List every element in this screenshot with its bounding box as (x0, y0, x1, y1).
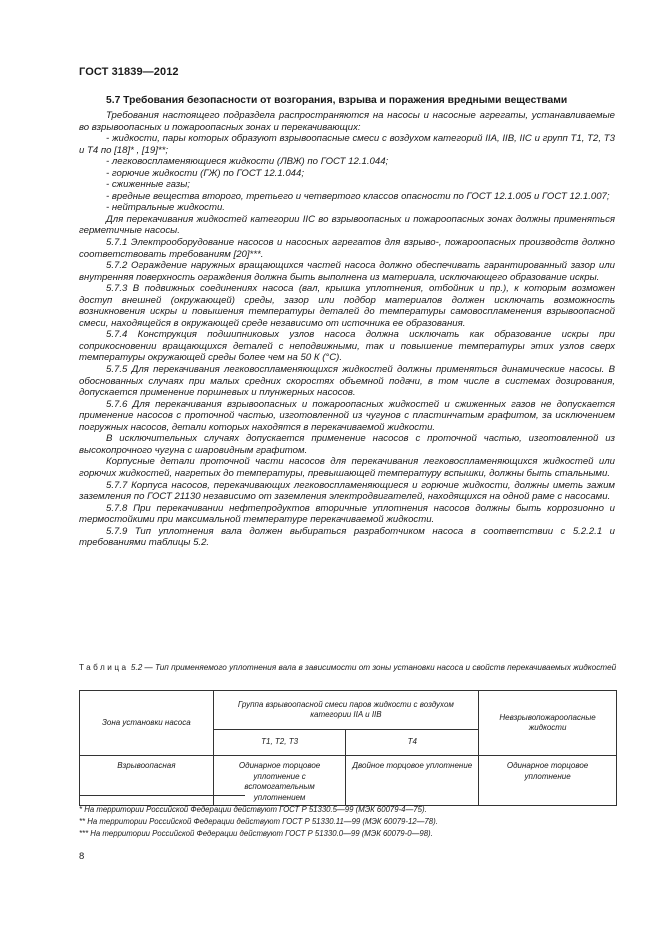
paragraph: В исключительных случаях допускается применение насосов с проточной частью, изготовленной из высокопрочного чугуна с шаровидным графитом. (79, 433, 615, 456)
list-item: - нейтральные жидкости. (106, 202, 225, 214)
footnote: *** На территории Российской Федерации действуют ГОСТ Р 51330.0—99 (МЭК 60079-0—98). (79, 828, 433, 838)
footnote: * На территории Российской Федерации действуют ГОСТ Р 51330.5—99 (МЭК 60079-4—75). (79, 805, 427, 814)
footnote-divider (79, 795, 245, 796)
paragraph: Для перекачивания жидкостей категории IIC во взрывоопасных и пожароопасных зонах должны применяться герметичные насосы. (79, 213, 615, 237)
section-title: 5.7 Требования безопасности от возгорания, взрыва и поражения вредными веществами (106, 95, 568, 106)
list-item: - сжиженные газы; (106, 179, 190, 191)
clause-5-7-6: 5.7.6 Для перекачивания взрывоопасных и пожароопасных жидкостей и сжиженных газов не допускается применение насосов с проточной частью, изготовленной из чугунов с пластинчатым графитом, за исключением погружных насосов, детали которых находятся в перекачиваемой жидкости. (79, 398, 615, 433)
table-5-2 (79, 690, 617, 806)
paragraph: Корпусные детали проточной части насосов для перекачивания легковоспламеняющихся жидкостей или горючих жидкостей, нагретых до температуры, превышающей температуру вспышки, должны быть стальными. (79, 456, 615, 479)
table-cell-t1-t2-t3: Одинарное торцовое уплотнение с вспомогательным уплотнением (213, 756, 346, 806)
list-item: - горючие жидкости (ГЖ) по ГОСТ 12.1.044; (106, 167, 304, 179)
table-header-t1-t2-t3: Т1, Т2, Т3 (213, 730, 346, 756)
clause-5-7-3: 5.7.3 В подвижных соединениях насоса (вал, крышка уплотнения, отбойник и пр.), к которым возможен доступ внешней (окружающей) среды, зазор или подбор материалов должен исключать возможность возникновения искры и повышения температуры деталей до температуры самовоспламенения взрывоопасной смеси, находящейся в окружающей среде независимо от источника ее образования. (79, 283, 615, 329)
footnote: ** На территории Российской Федерации действуют ГОСТ Р 51330.11—99 (МЭК 60079-12—78). (79, 816, 438, 826)
body-text (79, 110, 615, 549)
table-header-group: Группа взрывоопасной смеси паров жидкости с воздухом категории IIA и IIB (213, 691, 478, 730)
clause-5-7-8: 5.7.8 При перекачивании нефтепродуктов вторичные уплотнения насосов должны быть коррозионно и термостойкими при максимальной температуре перекачиваемой жидкости. (79, 502, 615, 526)
paragraph: Требования настоящего подраздела распространяются на насосы и насосные агрегаты, устанавливаемые во взрывоопасных и пожароопасных зонах и перекачивающих: (79, 110, 615, 133)
clause-5-7-5: 5.7.5 Для перекачивания легковоспламеняющихся жидкостей должны применяться динамические насосы. В обоснованных случаях при малых средних скоростях объемной подачи, в том числе в системах дозирования, допускается применение поршневых и плунжерных насосов. (79, 364, 615, 399)
table-header-zone: Зона установки насоса (80, 691, 214, 756)
table-cell-zone: Взрывоопасная (80, 756, 214, 806)
list-item: - легковоспламеняющиеся жидкости (ЛВЖ) по ГОСТ 12.1.044; (106, 156, 389, 168)
table-caption-label: Таблица (79, 663, 129, 672)
table-header-nonexplosive: Невзрывопожароопасные жидкости (479, 691, 617, 756)
clause-5-7-2: 5.7.2 Ограждение наружных вращающихся частей насоса должно обеспечивать гарантированный зазор или внутренняя поверхность ограждения должна быть выполнена из материала, исключающего образование искры. (79, 260, 615, 283)
list-item: - жидкости, пары которых образуют взрывоопасные смеси с воздухом категорий IIA, IIB, IIC и групп Т1, Т2, Т3 и Т4 по [18]* , [19]**; (79, 133, 615, 156)
clause-5-7-9: 5.7.9 Тип уплотнения вала должен выбираться разработчиком насоса в соответствии с 5.2.2.1 и требованиями таблицы 5.2. (79, 525, 615, 549)
clause-5-7-4: 5.7.4 Конструкция подшипниковых узлов насоса должна исключать как образование искры при соприкосновении вращающихся деталей с неподвижными, так и повышение температуры этих узлов сверх температуры окружающей среды более чем на 50 К (°С). (79, 329, 615, 364)
table-header-t4: Т4 (346, 730, 479, 756)
table-row (80, 756, 617, 806)
footnotes (79, 804, 438, 839)
list-item: - вредные вещества второго, третьего и четвертого классов опасности по ГОСТ 12.1.005 и ГОСТ 12.1.007; (106, 190, 610, 202)
clause-5-7-7: 5.7.7 Корпуса насосов, перекачивающих легковоспламеняющиеся и горючие жидкости, должны иметь зажим заземления по ГОСТ 21130 независимо от заземления электродвигателей, находящихся на одной раме с насосами. (79, 479, 615, 503)
table-caption (79, 662, 619, 673)
table-cell-t4: Двойное торцовое уплотнение (346, 756, 479, 806)
clause-5-7-1: 5.7.1 Электрооборудование насосов и насосных агрегатов для взрыво-, пожароопасных производств должно соответствовать требованиям [20]***. (79, 237, 615, 260)
document-header: ГОСТ 31839—2012 (79, 66, 179, 78)
table-caption-text: 5.2 — Тип применяемого уплотнения вала в зависимости от зоны установки насоса и свойств перекачиваемых жидкостей (130, 663, 617, 672)
table-cell-nonexplosive: Одинарное торцовое уплотнение (479, 756, 617, 806)
page-number: 8 (79, 851, 85, 862)
